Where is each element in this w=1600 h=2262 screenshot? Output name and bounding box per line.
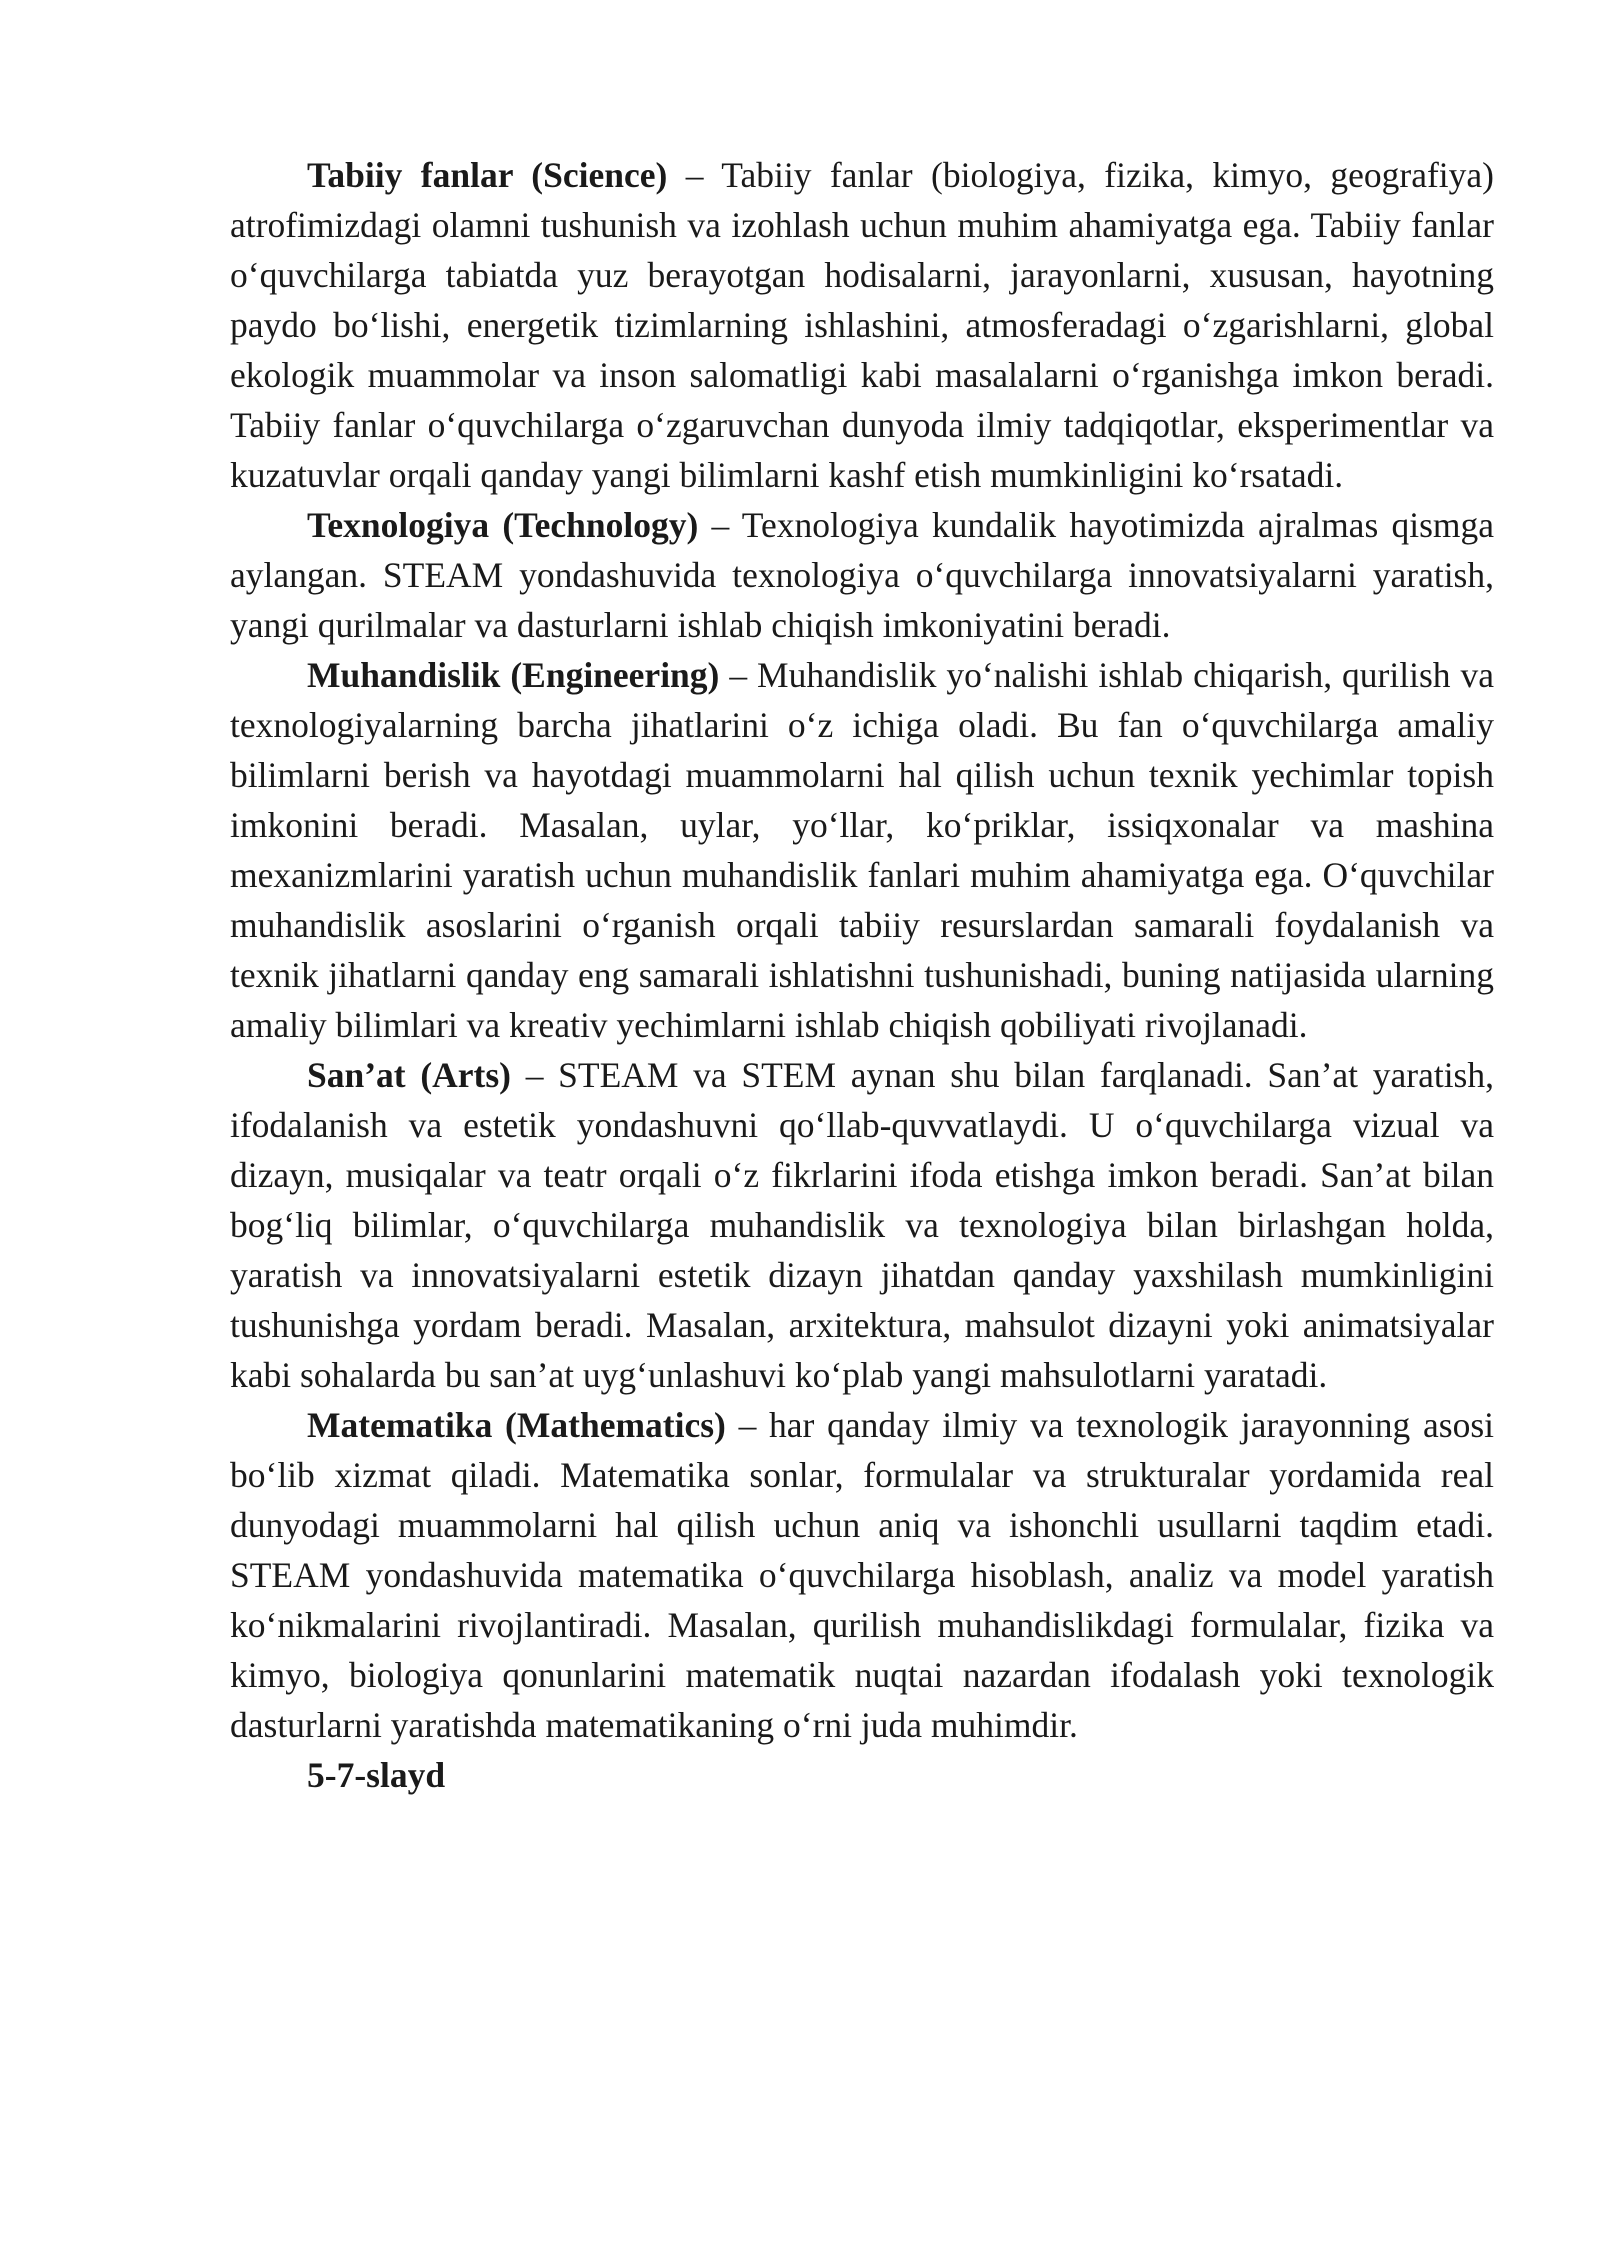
paragraph-science-text: – Tabiiy fanlar (biologiya, fizika, kimyo, geografiya) atrofimizdagi olamni tushunish va izohlash uchun muhim ahamiyatga ega. Tabiiy fanlar o‘quvchilarga tabiatda yuz berayotgan hodisalarni, jarayonlarni, xususan, hayotning paydo bo‘lishi, energetik tizimlarning ishlashini, atmosferadagi o‘zgarishlarni, global ekologik muammolar va inson salomatligi kabi masalalarni o‘rganishga imkon beradi. Tabiiy fanlar o‘quvchilarga o‘zgaruvchan dunyoda ilmiy tadqiqotlar, eksperimentlar va kuzatuvlar orqali qanday yangi bilimlarni kashf etish mumkinligini ko‘rsatadi. <box>230 155 1494 495</box>
document-page <box>230 150 1494 1800</box>
paragraph-engineering <box>230 650 1494 1050</box>
paragraph-arts <box>230 1050 1494 1400</box>
term-arts: San’at (Arts) <box>307 1055 512 1095</box>
slide-heading: 5-7-slayd <box>307 1755 446 1795</box>
paragraph-science <box>230 150 1494 500</box>
paragraph-mathematics <box>230 1400 1494 1750</box>
paragraph-arts-text: – STEAM va STEM aynan shu bilan farqlanadi. San’at yaratish, ifodalanish va estetik yondashuvni qo‘llab-quvvatlaydi. U o‘quvchilarga vizual va dizayn, musiqalar va teatr orqali o‘z fikrlarini ifoda etishga imkon beradi. San’at bilan bog‘liq bilimlar, o‘quvchilarga muhandislik va texnologiya bilan birlashgan holda, yaratish va innovatsiyalarni estetik dizayn jihatdan qanday yaxshilash mumkinligini tushunishga yordam beradi. Masalan, arxitektura, mahsulot dizayni yoki animatsiyalar kabi sohalarda bu san’at uyg‘unlashuvi ko‘plab yangi mahsulotlarni yaratadi. <box>230 1055 1494 1395</box>
term-science: Tabiiy fanlar (Science) <box>307 155 668 195</box>
term-mathematics: Matematika (Mathematics) <box>307 1405 726 1445</box>
paragraph-mathematics-text: – har qanday ilmiy va texnologik jarayonning asosi bo‘lib xizmat qiladi. Matematika sonlar, formulalar va strukturalar yordamida real dunyodagi muammolarni hal qilish uchun aniq va ishonchli usullarni taqdim etadi. STEAM yondashuvida matematika o‘quvchilarga hisoblash, analiz va model yaratish ko‘nikmalarini rivojlantiradi. Masalan, qurilish muhandislikdagi formulalar, fizika va kimyo, biologiya qonunlarini matematik nuqtai nazardan ifodalash yoki texnologik dasturlarni yaratishda matematikaning o‘rni juda muhimdir. <box>230 1405 1494 1745</box>
term-technology: Texnologiya (Technology) <box>307 505 699 545</box>
paragraph-technology-text: – Texnologiya kundalik hayotimizda ajralmas qismga aylangan. STEAM yondashuvida texnologiya o‘quvchilarga innovatsiyalarni yaratish, yangi qurilmalar va dasturlarni ishlab chiqish imkoniyatini beradi. <box>230 505 1494 645</box>
paragraph-engineering-text: – Muhandislik yo‘nalishi ishlab chiqarish, qurilish va texnologiyalarning barcha jihatlarini o‘z ichiga oladi. Bu fan o‘quvchilarga amaliy bilimlarni berish va hayotdagi muammolarni hal qilish uchun texnik yechimlar topish imkonini beradi. Masalan, uylar, yo‘llar, ko‘priklar, issiqxonalar va mashina mexanizmlarini yaratish uchun muhandislik fanlari muhim ahamiyatga ega. O‘quvchilar muhandislik asoslarini o‘rganish orqali tabiiy resurslardan samarali foydalanish va texnik jihatlarni qanday eng samarali ishlatishni tushunishadi, buning natijasida ularning amaliy bilimlari va kreativ yechimlarni ishlab chiqish qobiliyati rivojlanadi. <box>230 655 1494 1045</box>
paragraph-technology <box>230 500 1494 650</box>
term-engineering: Muhandislik (Engineering) <box>307 655 720 695</box>
